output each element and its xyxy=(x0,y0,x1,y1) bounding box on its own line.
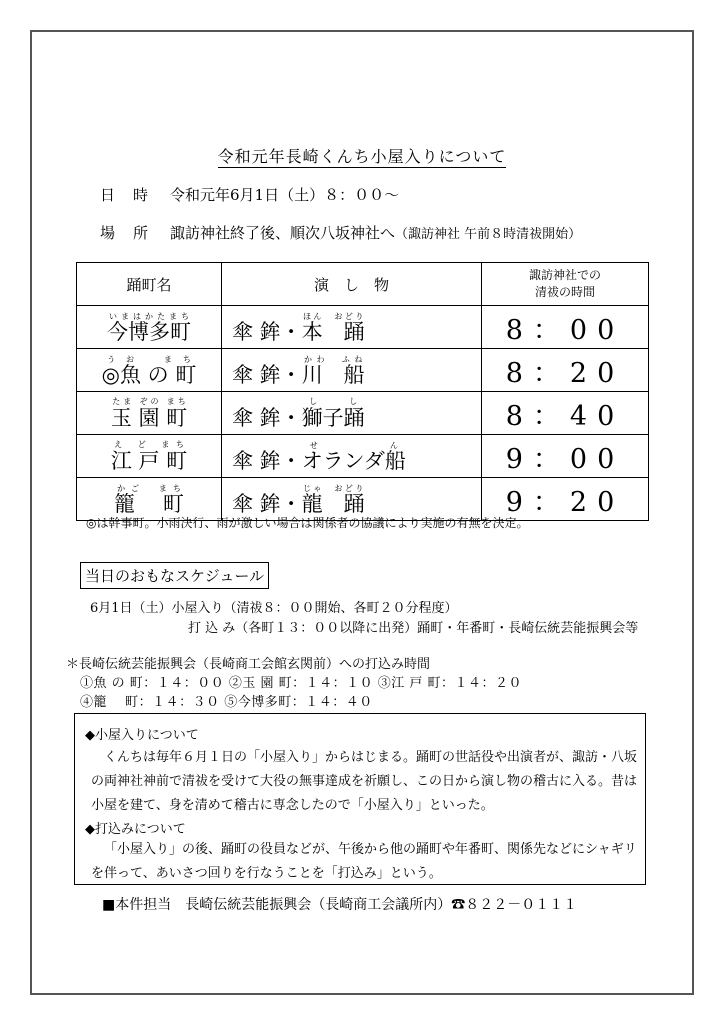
row-time: 8：40 xyxy=(482,392,649,435)
schedule-table xyxy=(76,262,649,521)
page-title: 令和元年長崎くんち小屋入りについて xyxy=(217,147,507,166)
uchikomi-heading: ＊長崎伝統芸能振興会（長崎商工会館玄関前）への打込み時間 xyxy=(66,657,431,672)
date-value: 令和元年6月1日（土）８：００～ xyxy=(170,186,400,204)
contact-footer: ■本件担当 長崎伝統芸能振興会（長崎商工会議所内）☎８２２－０１１１ xyxy=(102,897,578,913)
place-line xyxy=(100,222,581,243)
row-name: 玉 園 町たま ぞの まち xyxy=(77,392,222,435)
row-name: 籠 町かご まち xyxy=(77,478,222,521)
date-label: 日時 xyxy=(100,186,167,204)
box-heading-koyairi: ◆小屋入りについて xyxy=(85,728,199,743)
row-show: 傘 鉾・本 踊ほん おどり xyxy=(222,306,482,349)
box-heading-uchikomi: ◆打込みについて xyxy=(85,822,186,837)
table-row xyxy=(77,435,649,478)
place-value: 諏訪神社終了後、順次八坂神社へ xyxy=(170,224,396,242)
row-name: 今博多町いまはかたまち xyxy=(77,306,222,349)
row-name: ◎魚 の 町うお まち xyxy=(77,349,222,392)
row-time: 8：20 xyxy=(482,349,649,392)
box-paragraph-koyairi: くんちは毎年６月１日の「小屋入り」からはじまる。踊町の世話役や出演者が、諏訪・八坂の両神社神前で清祓を受けて大役の無事達成を祈願し、この日から演し物の稽古に入る。昔は小屋を建て、身を清めて稽古に専念したので「小屋入り」といった。 xyxy=(91,750,638,813)
row-time: 9：20 xyxy=(482,478,649,521)
schedule-title: 当日のおもなスケジュール xyxy=(80,562,269,589)
uchikomi-line-1: ①魚 の 町：１４：００ ②玉 園 町：１４：１０ ③江 戸 町：１４：２０ xyxy=(80,676,523,691)
row-show: 傘 鉾・川 船かわ ふね xyxy=(222,349,482,392)
row-time: 9：00 xyxy=(482,435,649,478)
date-line xyxy=(100,184,399,205)
uchikomi-line-2: ④籠 町：１４：３０ ⑤今博多町：１４：４０ xyxy=(80,695,373,710)
row-show: 傘 鉾・オランダ船せん xyxy=(222,435,482,478)
place-label: 場所 xyxy=(100,224,167,242)
header-name: 踊町名 xyxy=(77,263,222,306)
explanation-box xyxy=(74,713,646,885)
schedule-line-1: 6月1日（土）小屋入り（清祓８：００開始、各町２０分程度） xyxy=(90,601,458,616)
row-show: 傘 鉾・獅子踊し し xyxy=(222,392,482,435)
table-row xyxy=(77,392,649,435)
box-paragraph-uchikomi: 「小屋入り」の後、踊町の役員などが、午後から他の踊町や年番町、関係先などにシャギリを伴って、あいさつ回りを行なうことを「打込み」という。 xyxy=(91,842,637,881)
schedule-line-2: 打 込 み（各町１３：００以降に出発）踊町・年番町・長崎伝統芸能振興会等 xyxy=(188,621,639,636)
table-row xyxy=(77,306,649,349)
table-header-row xyxy=(77,263,649,306)
table-note: ◎は幹事町。小雨決行、雨が激しい場合は関係者の協議により実施の有無を決定。 xyxy=(86,516,529,530)
row-time: 8：00 xyxy=(482,306,649,349)
header-time: 諏訪神社での 清祓の時間 xyxy=(482,263,649,306)
row-show: 傘 鉾・龍 踊じゃ おどり xyxy=(222,478,482,521)
row-name: 江 戸 町え ど まち xyxy=(77,435,222,478)
header-show: 演 し 物 xyxy=(222,263,482,306)
place-note: （諏訪神社 午前８時清祓開始） xyxy=(395,227,582,242)
table-row xyxy=(77,349,649,392)
